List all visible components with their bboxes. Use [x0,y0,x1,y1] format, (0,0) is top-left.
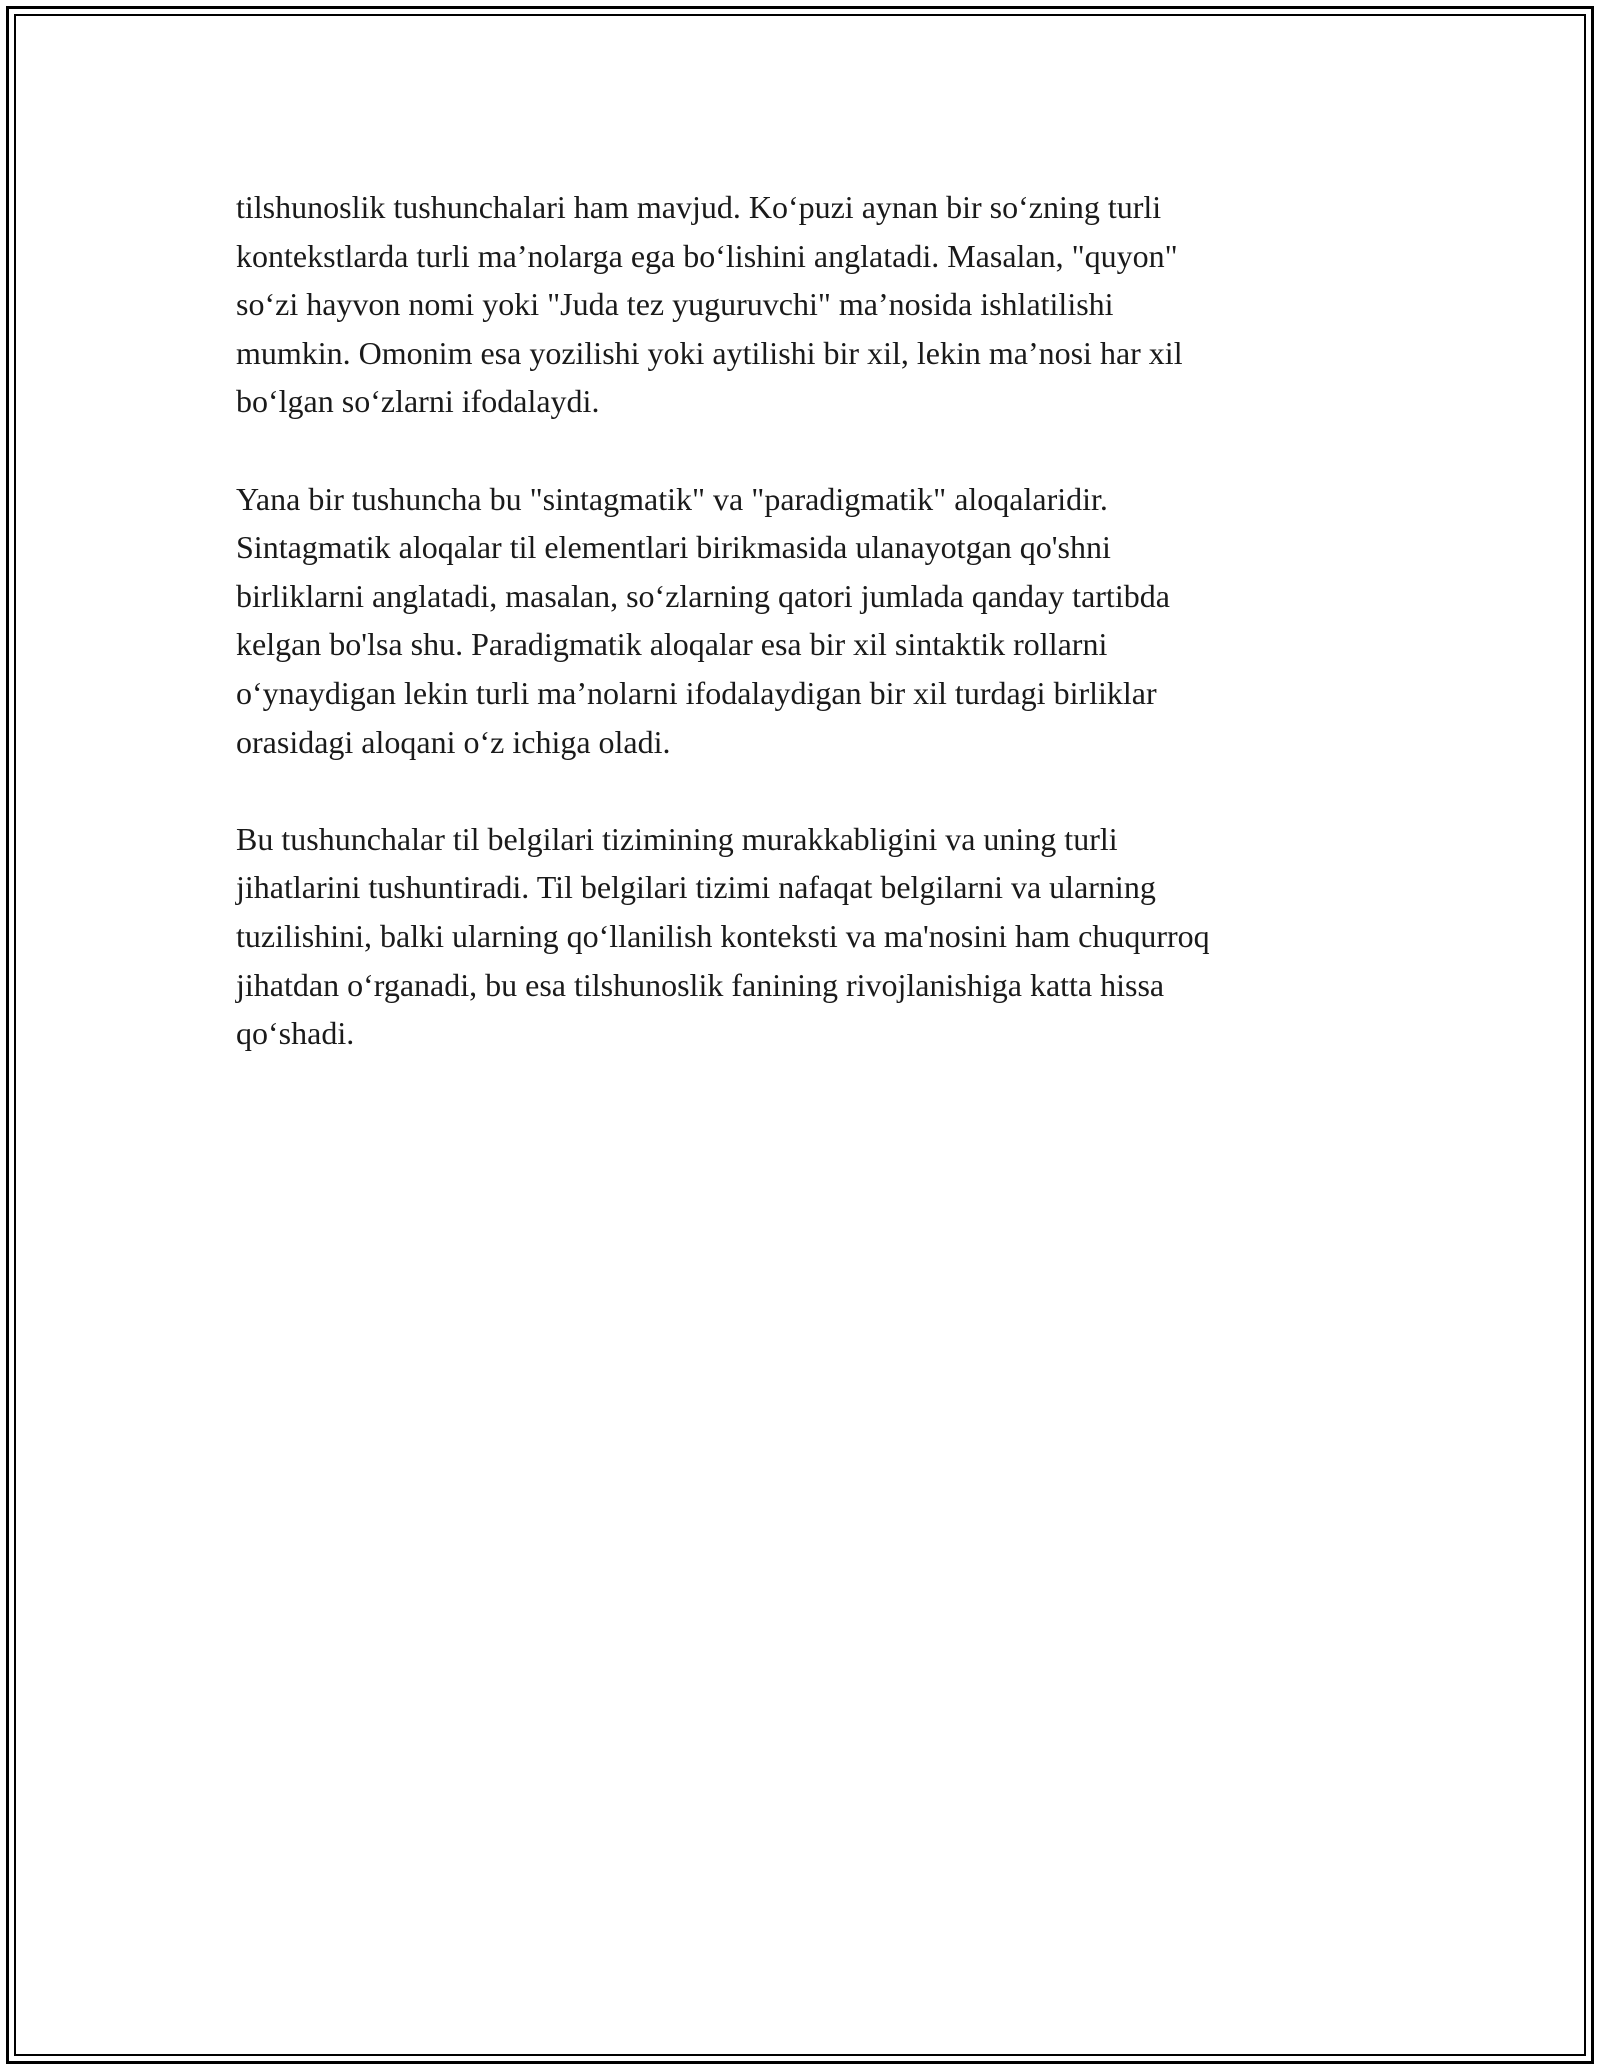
text-line: kontekstlarda turli maʼnolarga ega boʻlishini anglatadi. Masalan, "quyon" [236,237,1178,274]
text-line: orasidagi aloqani oʻz ichiga oladi. [236,723,671,760]
text-line: boʻlgan soʻzlarni ifodalaydi. [236,383,600,420]
document-body [236,183,1366,1106]
text-line: Bu tushunchalar til belgilari tizimining murakkabligini va uning turli [236,820,1118,857]
paragraph-1 [236,183,1366,426]
text-line: birliklarni anglatadi, masalan, soʻzlarning qatori jumlada qanday tartibda [236,577,1170,614]
text-line: jihatdan oʻrganadi, bu esa tilshunoslik fanining rivojlanishiga katta hissa [236,966,1165,1003]
text-line: soʻzi hayvon nomi yoki "Juda tez yuguruvchi" maʼnosida ishlatilishi [236,286,1114,323]
text-line: qoʻshadi. [236,1015,355,1052]
text-line: oʻynaydigan lekin turli maʼnolarni ifodalaydigan bir xil turdagi birliklar [236,674,1157,711]
text-line: tilshunoslik tushunchalari ham mavjud. Koʻpuzi aynan bir soʻzning turli [236,189,1162,225]
text-line: mumkin. Omonim esa yozilishi yoki aytilishi bir xil, lekin maʼnosi har xil [236,334,1183,371]
paragraph-3 [236,815,1366,1058]
text-line: tuzilishini, balki ularning qoʻllanilish konteksti va ma'nosini ham chuqurroq [236,917,1210,954]
text-line: kelgan bo'lsa shu. Paradigmatik aloqalar esa bir xil sintaktik rollarni [236,626,1108,663]
text-line: Yana bir tushuncha bu "sintagmatik" va "paradigmatik" aloqalaridir. [236,480,1108,517]
text-line: Sintagmatik aloqalar til elementlari birikmasida ulanayotgan qo'shni [236,529,1111,566]
text-line: jihatlarini tushuntiradi. Til belgilari tizimi nafaqat belgilarni va ularning [236,869,1156,906]
paragraph-2 [236,475,1366,767]
